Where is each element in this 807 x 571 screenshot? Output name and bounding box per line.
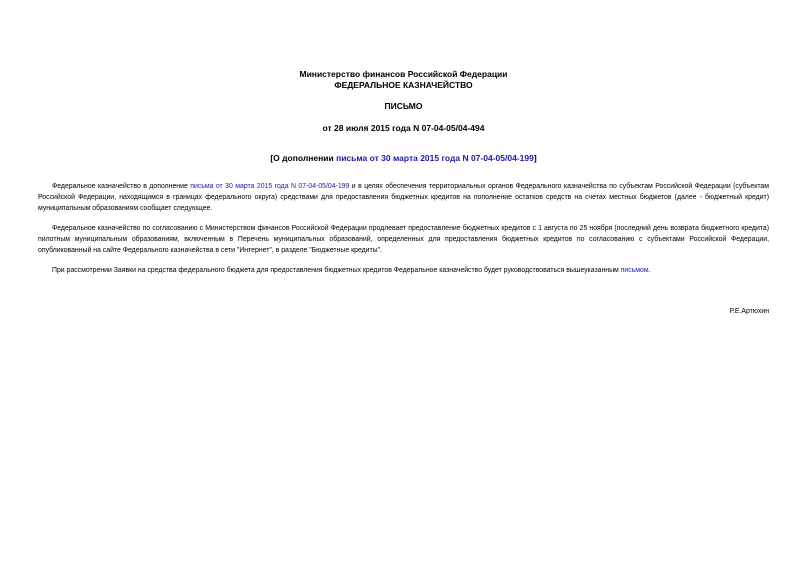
document-type: ПИСЬМО: [384, 101, 423, 111]
paragraph-3-intro: При рассмотрении Заявки на средства федерального бюджета для предоставления бюджетных кредитов Федеральное казначейство будет руководствоваться вышеуказанным: [52, 267, 621, 274]
signature: Р.Е.Артюхин: [729, 308, 769, 315]
document-subject: [0, 153, 807, 164]
paragraph-1-body: и в целях обеспечения территориальных органов Федерального казначейства по субъектам Российской Федерации (субъектам Российской Федерации, находящимся в границах федерального округа) средствами для предоставления бюджетных кредитов на пополнение остатков средств на счетах местных бюджетов (далее - бюджетный кредит) муниципальным образованиям сообщает следующее.: [38, 183, 769, 212]
subject-prefix: [О дополнении: [270, 153, 337, 163]
paragraph-1-intro: Федеральное казначейство в дополнение: [52, 183, 191, 190]
paragraph-2: Федеральное казначейство по согласованию с Министерством финансов Российской Федерации продлевает предоставление бюджетных кредитов с 1 августа по 25 ноября (последний день возврата бюджетного кредита) пилотным муниципальным образованиям, включенным в Перечень муниципальных образований, определенных для предоставления бюджетных кредитов по согласованию с субъектами Российской Федерации, опубликованный на сайте Федерального казначейства в сети "Интернет", в разделе "Бюджетные кредиты".: [38, 225, 769, 254]
subject-referenced-letter-link[interactable]: письма от 30 марта 2015 года N 07-04-05/04-199: [336, 153, 534, 163]
paragraph-1: [38, 181, 769, 214]
document-date-number: от 28 июля 2015 года N 07-04-05/04-494: [322, 123, 485, 133]
ministry-name: Министерство финансов Российской Федерации: [299, 69, 508, 79]
paragraph-1-letter-link[interactable]: письма от 30 марта 2015 года N 07-04-05/04-199: [190, 183, 350, 190]
paragraph-3-letter-link[interactable]: письмом: [620, 267, 649, 274]
paragraph-3: [38, 265, 769, 276]
subject-suffix: ]: [533, 153, 537, 163]
treasury-name: ФЕДЕРАЛЬНОЕ КАЗНАЧЕЙСТВО: [334, 80, 473, 90]
paragraph-3-end: .: [648, 267, 651, 274]
